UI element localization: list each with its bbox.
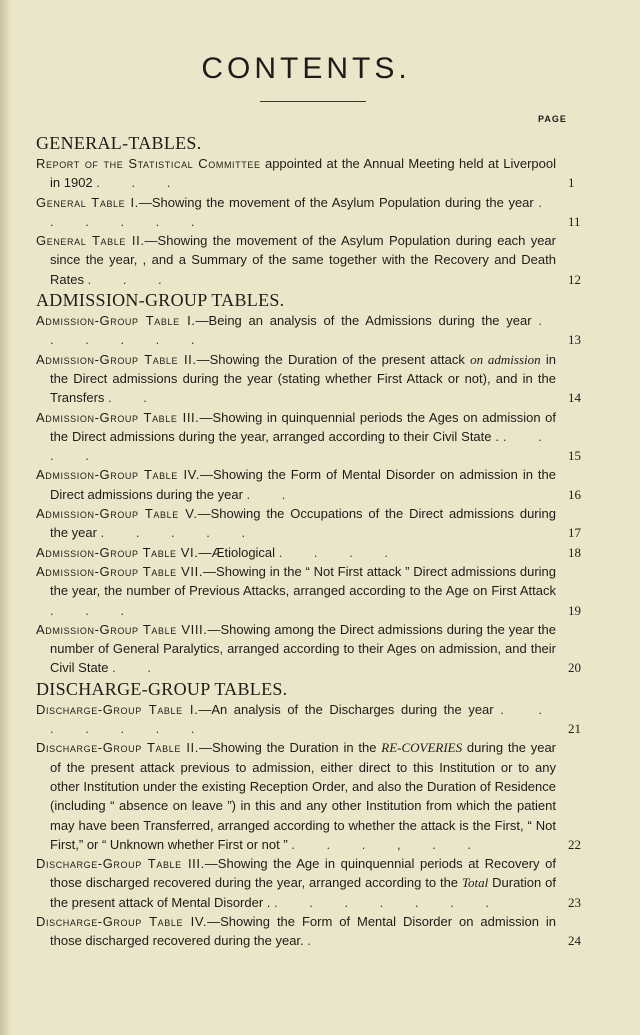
entry-label: Admission-Group Table IV. — [36, 467, 200, 483]
table-of-contents — [36, 132, 596, 951]
leader-dots: . . — [108, 390, 161, 406]
entry-label: General Table I. — [36, 194, 139, 210]
page-title: CONTENTS. — [201, 52, 411, 85]
entry-description: —Showing among the Direct admissions during the year the number of General Paralytics, arranged according to their Ages on admission, and their Civil State — [50, 621, 556, 676]
toc-entry[interactable]: Admission-Group Table VI.—Ætiological . . . . 18 — [36, 544, 581, 560]
entry-label: Discharge-Group Table I. — [36, 701, 199, 717]
entry-description: in the Direct admissions during the year (stating whether First Attack or not), and in the Transfers — [50, 351, 556, 406]
leader-dots: . . . — [96, 175, 185, 191]
entry-label: Admission-Group Table V. — [36, 506, 198, 522]
section-heading: DISCHARGE-GROUP TABLES. — [36, 678, 288, 699]
page-column-header: PAGE — [538, 114, 567, 124]
leader-dots: . . — [112, 660, 165, 676]
entry-description: —Showing in the “ Not First attack ” Direct admissions during the year, the number of Previous Attacks, arranged according to the Age on First Attack — [50, 563, 556, 599]
entry-emphasis: Total — [461, 875, 489, 891]
toc-entry[interactable]: Admission-Group Table VIII.—Showing among the Direct admissions during the year the number of General Paralytics, arranged according to their Ages on admission, and their Civil State . . 20 — [36, 621, 581, 676]
section-heading: GENERAL-TABLES. — [36, 133, 202, 153]
entry-description: —Showing the movement of the Asylum Population during each year since the year, , and a Summary of the same together with the Recovery and Death Rates — [50, 233, 556, 287]
entry-description: —Showing the Form of Mental Disorder on admission in the Direct admissions during the year — [50, 467, 556, 502]
entry-description: —Showing in quinquennial periods the Ages on admission of the Direct admissions during the year, arranged according to their Civil State . — [50, 409, 556, 444]
entry-emphasis: RE-COVERIES — [381, 740, 463, 756]
toc-entry[interactable]: Admission-Group Table V.—Showing the Occupations of the Direct admissions during the year . . . . . 17 — [36, 506, 581, 541]
entry-label: Admission-Group Table III. — [36, 409, 200, 425]
leader-dots: . . . . — [50, 428, 556, 464]
toc-entry[interactable]: Admission-Group Table VII.—Showing in the “ Not First attack ” Direct admissions during the year, the number of Previous Attacks, arranged according to the Age on First Attack . . . 19 — [36, 563, 581, 618]
entry-description: —Showing the Duration of the present attack — [196, 351, 471, 367]
page-binding-edge — [0, 0, 12, 1035]
entry-label: General Table II. — [36, 233, 145, 249]
entry-label: Discharge-Group Table IV. — [36, 913, 208, 929]
leader-dots: . . . . . — [100, 525, 260, 541]
toc-entry[interactable]: Admission-Group Table IV.—Showing the Form of Mental Disorder on admission in the Direct admissions during the year . . 16 — [36, 467, 581, 502]
entry-description: —Showing the Form of Mental Disorder on admission in those discharged recovered during the year. — [50, 913, 556, 949]
entry-label: Admission-Group Table II. — [36, 351, 197, 367]
entry-description: —An analysis of the Discharges during the year — [198, 701, 494, 717]
entry-description: —Showing the Duration in the — [199, 740, 382, 756]
leader-dots: . — [307, 933, 325, 949]
leader-dots: . . . . — [278, 544, 402, 560]
entry-description: Duration of the present attack of Mental Disorder . — [50, 875, 557, 910]
entry-label: Discharge-Group Table III. — [36, 856, 205, 872]
leader-dots: . . . . . . — [50, 313, 556, 348]
leader-dots: . . . . . . — [50, 194, 556, 229]
toc-entry[interactable]: Discharge-Group Table I.—An analysis of the Discharges during the year . . . . . . . 21 — [36, 701, 581, 737]
toc-entry[interactable]: Report of the Statistical Committee appointed at the Annual Meeting held at Liverpool in 1902 . . . 1 — [36, 156, 575, 191]
entry-emphasis: on admission — [470, 351, 541, 367]
entry-label: Admission-Group Table I. — [36, 313, 196, 329]
leader-dots: . . . , . . — [291, 836, 486, 852]
entry-label: Admission-Group Table VII. — [36, 563, 204, 579]
toc-entry[interactable]: Admission-Group Table II.—Showing the Duration of the present attack on admission in the Direct admissions during the year (stating whether First Attack or not), and in the Transfers . . 14 — [36, 351, 581, 406]
entry-description: during the year of the present attack previous to admission, either direct to this Institution or to any other Institution under the existing Reception Order, and also the Duration of Residence (including “ absence on leave ”) in this and any other Institution from which the patient may have been Transferred, arranged according to whether the attack is the First, “ Not First,” or “ Unknown whether First or not ” — [50, 740, 557, 852]
leader-dots: . . . . . . . — [50, 701, 556, 737]
toc-entry[interactable]: Discharge-Group Table IV.—Showing the Form of Mental Disorder on admission in those discharged recovered during the year. . 24 — [36, 913, 581, 949]
title-rule — [260, 101, 366, 102]
entry-description: —Ætiological — [198, 544, 276, 560]
leader-dots: . . . . . . . — [274, 894, 503, 910]
entry-description: —Showing the Age in quinquennial periods at Recovery of those discharged recovered during the year, arranged according to the — [50, 856, 556, 891]
entry-description: —Showing the Occupations of the Direct admissions during the year — [50, 506, 556, 541]
section-heading: ADMISSION-GROUP TABLES. — [36, 290, 285, 311]
toc-entry[interactable]: Admission-Group Table I.—Being an analysis of the Admissions during the year . . . . . . 13 — [36, 313, 581, 348]
toc-entry[interactable]: Discharge-Group Table II.—Showing the Duration in the RE-COVERIES during the year of the present attack previous to admission, either direct to this Institution or to any other Institution under the existing Reception Order, and also the Duration of Residence (including “ absence on leave ”) in this and any other Institution from which the patient may have been Transferred, arranged according to whether the attack is the First, “ Not First,” or “ Unknown whether First or not ” . . . , . . 22 — [36, 740, 581, 852]
leader-dots: . . . — [50, 602, 139, 618]
entry-label: Admission-Group Table VI. — [36, 544, 199, 560]
entry-description: —Showing the movement of the Asylum Population during the year — [138, 194, 534, 210]
entry-label: Admission-Group Table VIII. — [36, 621, 208, 637]
toc-entry[interactable]: General Table II.—Showing the movement of the Asylum Population during each year since the year, , and a Summary of the same together with the Recovery and Death Rates . . . 12 — [36, 233, 581, 287]
entry-label: Report of the Statistical Committee — [36, 156, 261, 171]
toc-entry[interactable]: General Table I.—Showing the movement of the Asylum Population during the year . . . . . . 11 — [36, 194, 581, 229]
toc-entry[interactable]: Admission-Group Table III.—Showing in quinquennial periods the Ages on admission of the Direct admissions during the year, arranged according to their Civil State . . . . . 15 — [36, 409, 581, 464]
toc-entry[interactable]: Discharge-Group Table III.—Showing the Age in quinquennial periods at Recovery of those discharged recovered during the year, arranged according to the Total Duration of the present attack of Mental Disorder . . . . . . . . 23 — [36, 856, 581, 910]
entry-label: Discharge-Group Table II. — [36, 740, 199, 756]
entry-description: —Being an analysis of the Admissions during the year — [195, 313, 532, 329]
leader-dots: . . . — [87, 271, 176, 287]
leader-dots: . . — [246, 486, 300, 502]
entry-description: appointed at the Annual Meeting held at Liverpool in 1902 — [50, 156, 556, 191]
